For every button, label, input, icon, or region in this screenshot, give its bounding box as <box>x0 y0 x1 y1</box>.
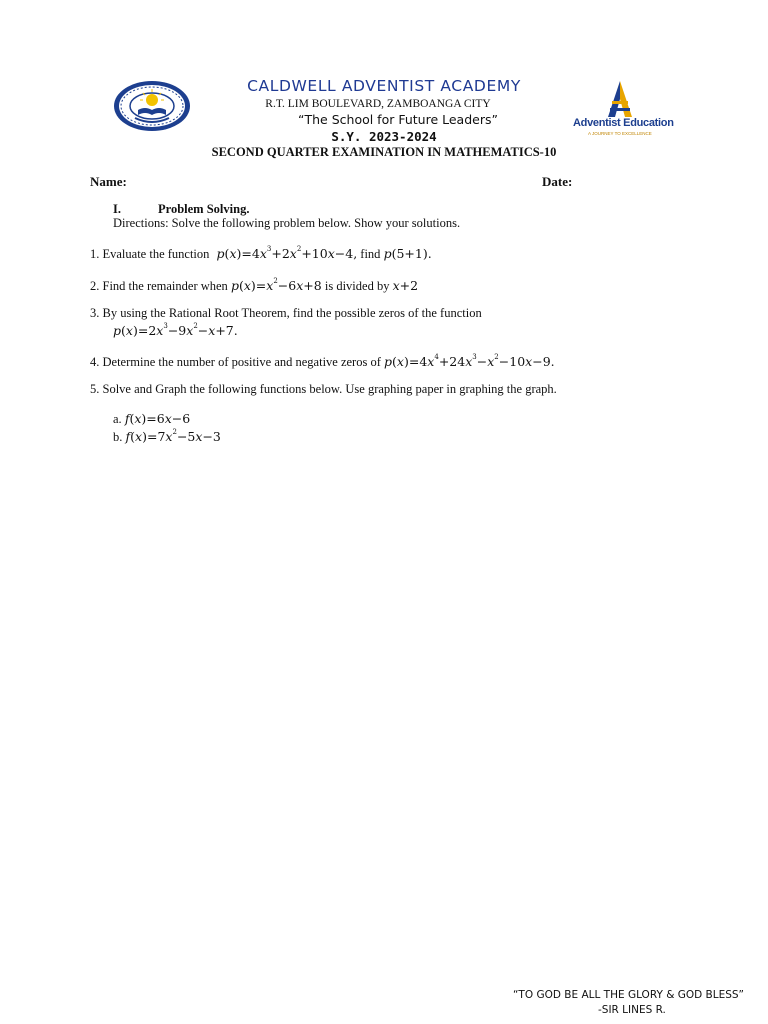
problem-1-function: $p(x)=4x^3+2x^2+10x-4$, <box>216 245 358 261</box>
problem-2-divisor: x+2 <box>392 278 419 293</box>
section-number: I. <box>113 202 121 216</box>
footer-author: -SIR LINES R. <box>598 1004 666 1016</box>
problem-1-find: find <box>360 247 381 261</box>
problem-4 <box>90 353 555 370</box>
problem-4-function: $p(x)=4x^4+24x^3-x^2-10x-9$. <box>384 353 555 369</box>
school-name: CALDWELL ADVENTIST ACADEMY <box>247 77 521 95</box>
problem-5b-function: $f(x)=7x^2-5x-3$ <box>125 428 221 444</box>
problem-2-mid: is divided by <box>324 279 390 293</box>
school-year: S.Y. 2023-2024 <box>331 129 437 144</box>
problem-5b <box>113 428 221 445</box>
school-motto: “The School for Future Leaders” <box>298 112 498 127</box>
problem-1-text: 1. Evaluate the function <box>90 247 210 261</box>
section-title: Problem Solving. <box>158 202 250 216</box>
problem-5b-label: b. <box>113 430 123 444</box>
right-logo-tagline: A JOURNEY TO EXCELLENCE <box>588 131 652 136</box>
problem-5-text: 5. Solve and Graph the following functions below. Use graphing paper in graphing the graph. <box>90 382 557 396</box>
footer-quote: “TO GOD BE ALL THE GLORY & GOD BLESS” <box>512 989 744 1001</box>
exam-title: SECOND QUARTER EXAMINATION IN MATHEMATICS-10 <box>211 145 557 159</box>
directions: Directions: Solve the following problem below. Show your solutions. <box>113 216 461 230</box>
problem-2 <box>90 277 418 294</box>
problem-3-text: 3. By using the Rational Root Theorem, find the possible zeros of the function <box>90 306 482 320</box>
name-label: Name: <box>90 174 127 189</box>
problem-2-function: $p(x)=x^2-6x+8$ <box>230 277 322 293</box>
problem-5a <box>113 411 190 427</box>
problem-1 <box>90 245 432 262</box>
problem-2-text: 2. Find the remainder when <box>90 279 228 293</box>
problem-5a-label: a. <box>113 412 122 426</box>
problem-1-eval: p(5+1). <box>383 246 432 261</box>
problem-5a-function: f(x)=6x−6 <box>124 411 191 426</box>
problem-4-text: 4. Determine the number of positive and negative zeros of <box>90 355 381 369</box>
school-address: R.T. LIM BOULEVARD, ZAMBOANGA CITY <box>265 98 491 110</box>
problem-3-function: $p(x)=2x^3-9x^2-x+7$. <box>113 322 238 338</box>
right-logo-text: Adventist Education <box>573 117 674 129</box>
date-label: Date: <box>542 174 573 189</box>
